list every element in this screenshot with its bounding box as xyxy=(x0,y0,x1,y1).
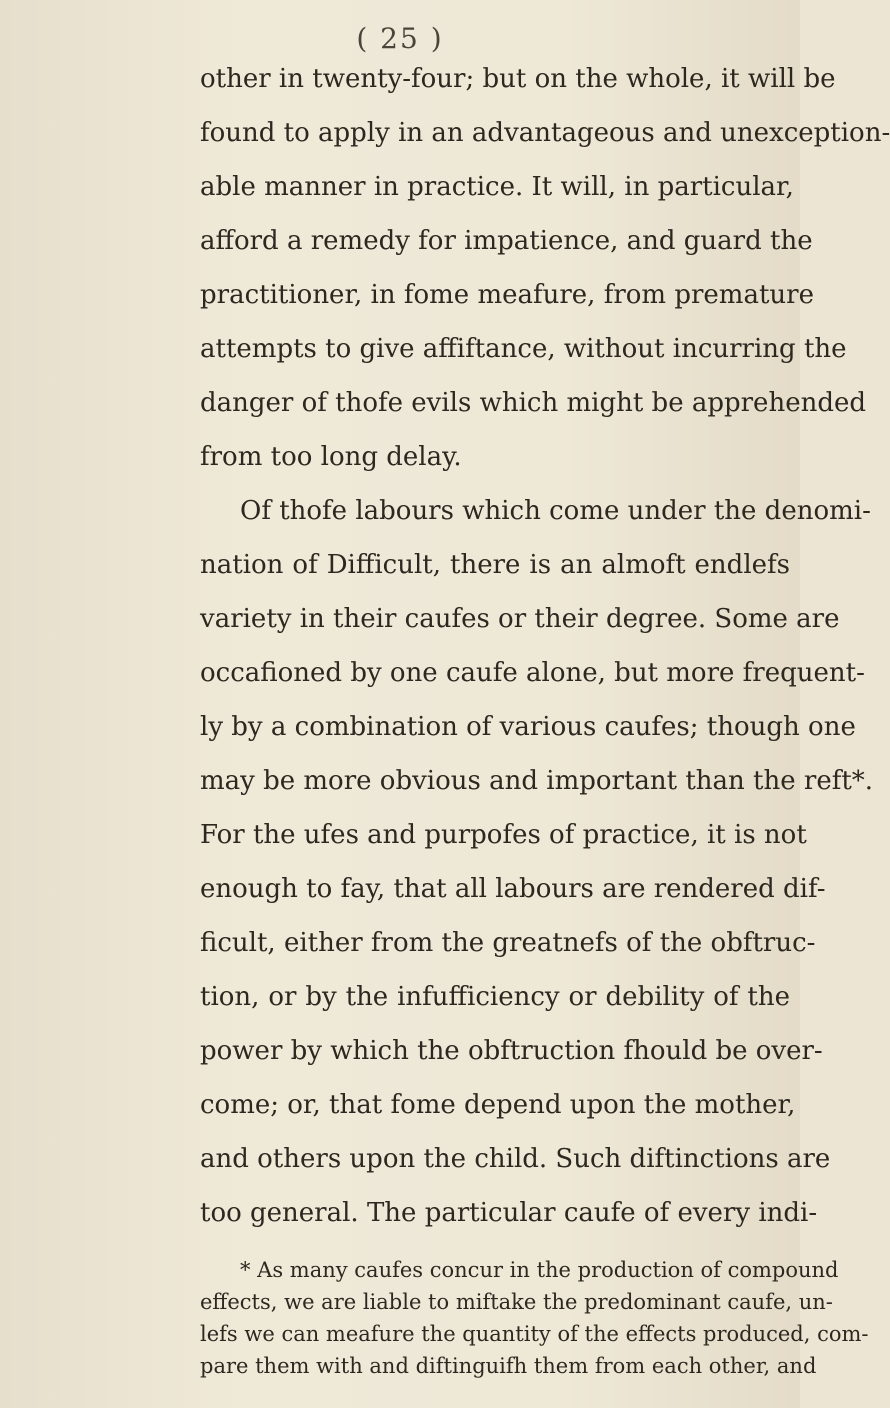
body-line-7: danger of thofe evils which might be apprehended xyxy=(200,388,866,418)
body-line-9: Of thofe labours which come under the denomi- xyxy=(240,496,871,526)
body-line-16: enough to fay, that all labours are rendered dif- xyxy=(200,874,826,904)
body-line-21: and others upon the child. Such diftinctions are xyxy=(200,1144,831,1174)
body-line-14: may be more obvious and important than the reft*. xyxy=(200,766,874,796)
body-line-19: power by which the obftruction fhould be over- xyxy=(200,1036,823,1066)
body-line-5: practitioner, in fome meafure, from premature xyxy=(200,280,814,310)
body-line-6: attempts to give affiftance, without incurring the xyxy=(200,334,847,364)
body-line-22: too general. The particular caufe of every indi- xyxy=(200,1198,818,1228)
body-line-17: ficult, either from the greatnefs of the obftruc- xyxy=(200,928,816,958)
body-line-4: afford a remedy for impatience, and guard the xyxy=(200,226,813,256)
body-line-8: from too long delay. xyxy=(200,442,462,472)
body-line-10: nation of Difficult, there is an almoft endlefs xyxy=(200,550,790,580)
footnote-line-1: * As many caufes concur in the production of compound xyxy=(240,1258,839,1282)
body-line-1: other in twenty-four; but on the whole, it will be xyxy=(200,64,836,94)
body-line-2: found to apply in an advantageous and unexception- xyxy=(200,118,890,148)
body-line-12: occafioned by one caufe alone, but more frequent- xyxy=(200,658,865,688)
footnote-line-3: lefs we can meafure the quantity of the effects produced, com- xyxy=(200,1322,869,1346)
body-line-20: come; or, that fome depend upon the mother, xyxy=(200,1090,796,1120)
page-number: ( 25 ) xyxy=(356,22,444,55)
footnote-line-4: pare them with and diftinguifh them from each other, and xyxy=(200,1354,817,1378)
body-line-13: ly by a combination of various caufes; though one xyxy=(200,712,856,742)
body-line-11: variety in their caufes or their degree. Some are xyxy=(200,604,840,634)
body-line-3: able manner in practice. It will, in particular, xyxy=(200,172,794,202)
body-line-18: tion, or by the infufficiency or debility of the xyxy=(200,982,790,1012)
footnote-line-2: effects, we are liable to miftake the predominant caufe, un- xyxy=(200,1290,833,1314)
body-line-15: For the ufes and purpofes of practice, it is not xyxy=(200,820,807,850)
